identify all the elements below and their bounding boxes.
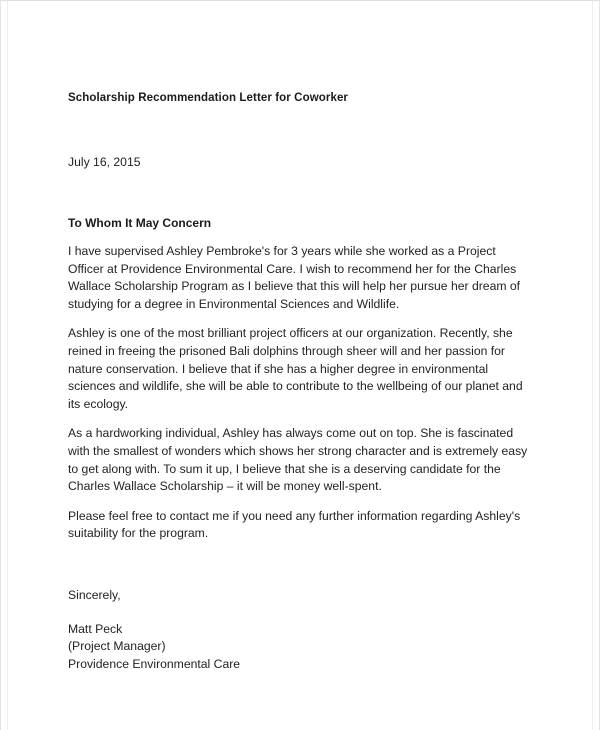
signature-organization: Providence Environmental Care — [68, 656, 241, 671]
letter-paragraph-3: As a hardworking individual, Ashley has always come out on top. She is fascinated with the smallest of wonders which shows her strong character and is extremely easy to get along with. To sum it up, I believe that she is a deserving candidate for the Charles Wallace Scholarship – it will be money well-spent. — [68, 426, 528, 494]
letter-paragraph-2: Ashley is one of the most brilliant project officers at our organization. Recently, she reined in freeing the prisoned Bali dolphins through sheer will and her passion for nature conservation. I believe that if she has a higher degree in environmental sciences and wildlife, she will be able to contribute to the wellbeing of our planet and its ecology. — [68, 326, 523, 411]
page-title: Scholarship Recommendation Letter for Coworker — [68, 92, 349, 104]
signature-name: Matt Peck — [68, 621, 123, 636]
signature-block — [68, 605, 534, 674]
letter-date: July 16, 2015 — [68, 155, 141, 169]
letter-body — [68, 91, 534, 673]
letter-paragraph-1: I have supervised Ashley Pembroke's for 3 years while she worked as a Project Officer at Providence Environmental Care. I wish to recommend her for the Charles Wallace Scholarship Program as I believe that this will help her pursue her dream of studying for a degree in Environmental Sciences and Wildlife. — [68, 244, 521, 311]
letter-paragraph-4: Please feel free to contact me if you need any further information regarding Ashley's suitability for the program. — [68, 508, 521, 541]
signature-role: (Project Manager) — [68, 639, 166, 654]
letter-salutation: To Whom It May Concern — [68, 216, 212, 230]
letter-closing: Sincerely, — [68, 587, 121, 602]
